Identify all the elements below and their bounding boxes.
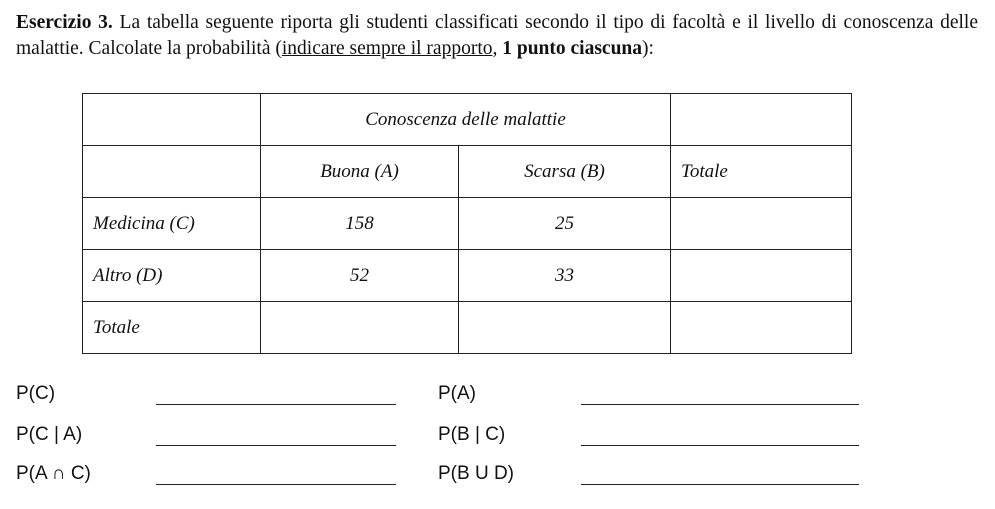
table-empty-corner <box>83 94 261 146</box>
table-cell <box>261 302 459 354</box>
exercise-instruction-underlined: indicare sempre il rapporto <box>281 38 493 59</box>
table-cell: 33 <box>459 250 671 302</box>
table-group-header-row <box>83 94 852 146</box>
table-row-label: Totale <box>83 302 261 354</box>
table-col-header: Buona (A) <box>261 146 459 198</box>
table-row <box>83 250 852 302</box>
exercise-title: Esercizio 3. <box>16 12 113 33</box>
table-cell: 158 <box>261 198 459 250</box>
table-row-label: Altro (D) <box>83 250 261 302</box>
table-cell: 25 <box>459 198 671 250</box>
probability-label: P(B | C) <box>438 424 506 445</box>
exercise-closing: ): <box>642 38 654 59</box>
probability-label: P(A ∩ C) <box>16 463 91 484</box>
table-empty-corner <box>83 146 261 198</box>
answer-blank[interactable] <box>581 404 859 405</box>
probability-label: P(C | A) <box>16 424 83 445</box>
table-header-row <box>83 146 852 198</box>
table-row <box>83 302 852 354</box>
probability-label: P(A) <box>438 383 476 404</box>
table-cell <box>459 302 671 354</box>
probability-label: P(B U D) <box>438 463 514 484</box>
table-row-label: Medicina (C) <box>83 198 261 250</box>
table-cell <box>671 250 852 302</box>
exercise-points: 1 punto ciascuna <box>502 38 643 59</box>
table-empty-cell <box>671 94 852 146</box>
answer-blank[interactable] <box>581 445 859 446</box>
answer-blank[interactable] <box>156 404 396 405</box>
table-cell <box>671 198 852 250</box>
contingency-table <box>82 93 852 354</box>
answer-blank[interactable] <box>156 445 396 446</box>
answer-blank[interactable] <box>156 484 396 485</box>
table-row <box>83 198 852 250</box>
answer-blank[interactable] <box>581 484 859 485</box>
table-col-header: Totale <box>671 146 852 198</box>
probability-label: P(C) <box>16 383 56 404</box>
table-cell <box>671 302 852 354</box>
exercise-intro: La tabella seguente riporta gli studenti classificati secondo il tipo di facoltà e il livello di conoscenza delle malattie. Calcolate la probabilità ( <box>16 12 978 59</box>
table-cell: 52 <box>261 250 459 302</box>
exercise-heading <box>16 10 978 62</box>
table-col-header: Scarsa (B) <box>459 146 671 198</box>
exercise-comma: , <box>492 38 503 59</box>
table-group-header: Conoscenza delle malattie <box>261 94 671 146</box>
